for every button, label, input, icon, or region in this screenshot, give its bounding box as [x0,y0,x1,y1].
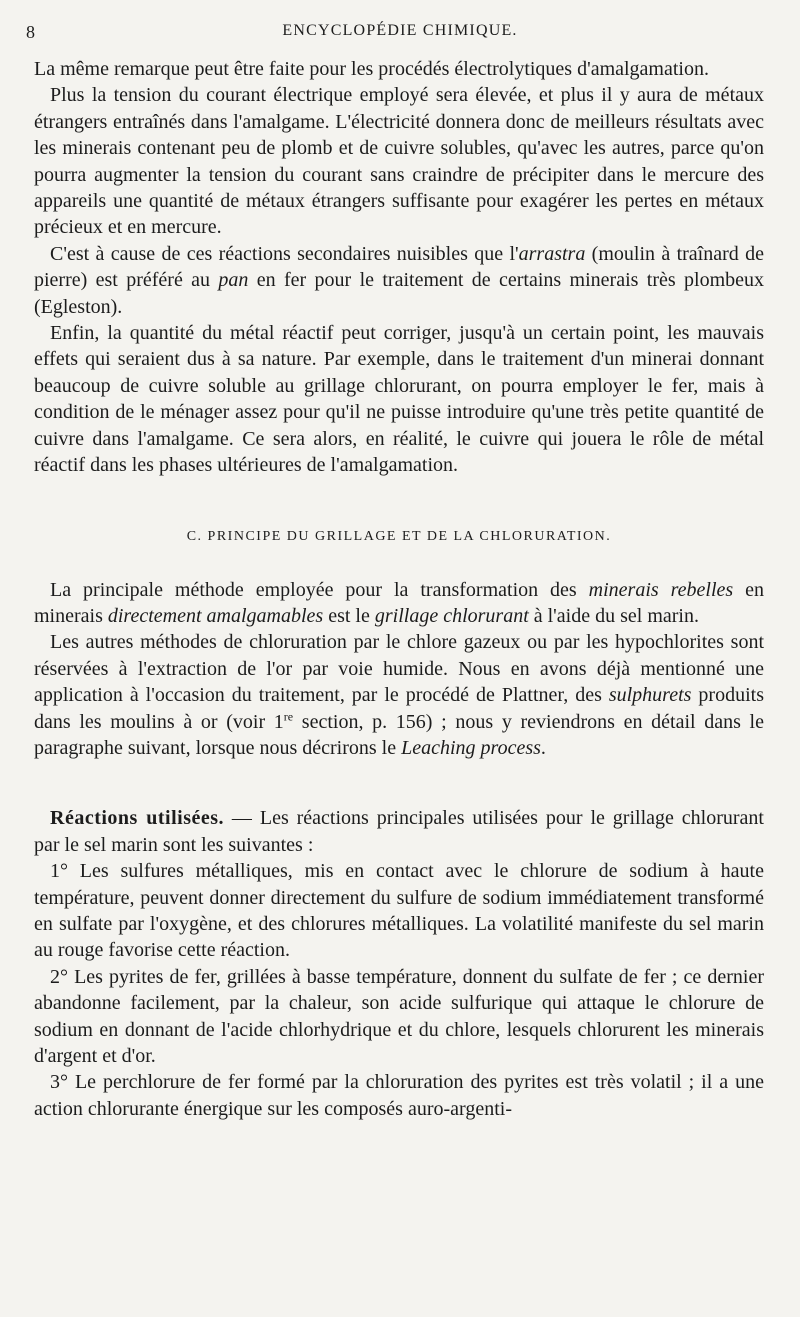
italic-term: pan [218,269,249,292]
paragraph: Plus la tension du courant électrique employé sera élevée, et plus il y aura de métaux étrangers entraînés dans l'amalgame. L'électricité donnera donc de meilleurs résultats avec les minerais contenant peu de plomb et de cuivre solubles, qu'avec les autres, parce qu'on pourra augmenter la tension du courant sans craindre de précipiter dans le mercure des appareils une quantité de métaux étrangers suffisante pour exagérer les pertes en métaux précieux et en mercure. [34,84,764,239]
superscript: re [283,708,294,723]
paragraph: Enfin, la quantité du métal réactif peut corriger, jusqu'à un certain point, les mauvais effets qui seraient dus à sa nature. Par exemple, dans le traitement d'un minerai donnant beaucoup de cuivre soluble au grillage chlorurant, on pourra employer le fer, mais à condition de le ménager assez pour qu'il ne puisse introduire qu'une très petite quantité de cuivre dans l'amalgame. Ce sera alors, en réalité, le cuivre qui jouera le rôle de métal réactif dans les phases ultérieures de l'amalgamation. [34,322,764,477]
paragraph: La principale méthode employée pour la transformation des minerais rebelles en minerais directement amalgamables est le grillage chlorurant à l'aide du sel marin. [34,578,764,627]
paragraph: C'est à cause de ces réactions secondaires nuisibles que l'arrastra (moulin à traînard de pierre) est préféré au pan en fer pour le traitement de certains minerais très plombeux (Egleston). [34,242,765,318]
page-header [0,22,800,46]
italic-term: directement amalgamables [107,604,324,627]
italic-term: minerais rebelles [588,578,734,601]
list-item: 1° Les sulfures métalliques, mis en contact avec le chlorure de sodium à haute température, peuvent donner directement du sulfure de sodium immédiatement transformé en sulfate par l'oxygène, et des chlorures métalliques. La volatilité manifeste du sel marin au rouge favorise cette réaction. [34,860,764,962]
list-item: 2° Les pyrites de fer, grillées à basse température, donnent du sulfate de fer ; ce dernier abandonne facilement, par la chaleur, son acide sulfurique qui attaque le chlorure de sodium en donnant de l'acide chlorhydrique et du chlore, lesquels chlorurent les minerais d'argent et d'or. [34,965,764,1067]
italic-term: sulphurets [608,684,692,707]
reactions-heading: Réactions utilisées. [50,807,225,830]
italic-term: Leaching process [401,736,541,759]
italic-term: grillage chlorurant [374,604,529,627]
italic-term: arrastra [518,242,586,265]
paragraph: La même remarque peut être faite pour les procédés électrolytiques d'amalgamation. [34,58,709,80]
body-text [34,56,764,1122]
section-heading: C. PRINCIPE DU GRILLAGE ET DE LA CHLORURATION. [186,528,612,544]
paragraph: Les autres méthodes de chloruration par le chlore gazeux ou par les hypochlorites sont réservées à l'extraction de l'or par voie humide. Nous en avons déjà mentionné une application à l'occasion du traitement, par le procédé de Plattner, des sulphurets produits dans les moulins à or (voir 1re section, p. 156) ; nous y reviendrons en détail dans le paragraphe suivant, lorsque nous décrirons le Leaching process. [34,631,764,759]
page-number: 8 [26,22,35,42]
list-item: 3° Le perchlorure de fer formé par la chloruration des pyrites est très volatil ; il a une action chlorurante énergique sur les composés auro-argenti- [34,1071,764,1120]
paragraph: Réactions utilisées. — Les réactions principales utilisées pour le grillage chlorurant par le sel marin sont les suivantes : [34,807,764,856]
running-title: ENCYCLOPÉDIE CHIMIQUE. [282,22,518,39]
